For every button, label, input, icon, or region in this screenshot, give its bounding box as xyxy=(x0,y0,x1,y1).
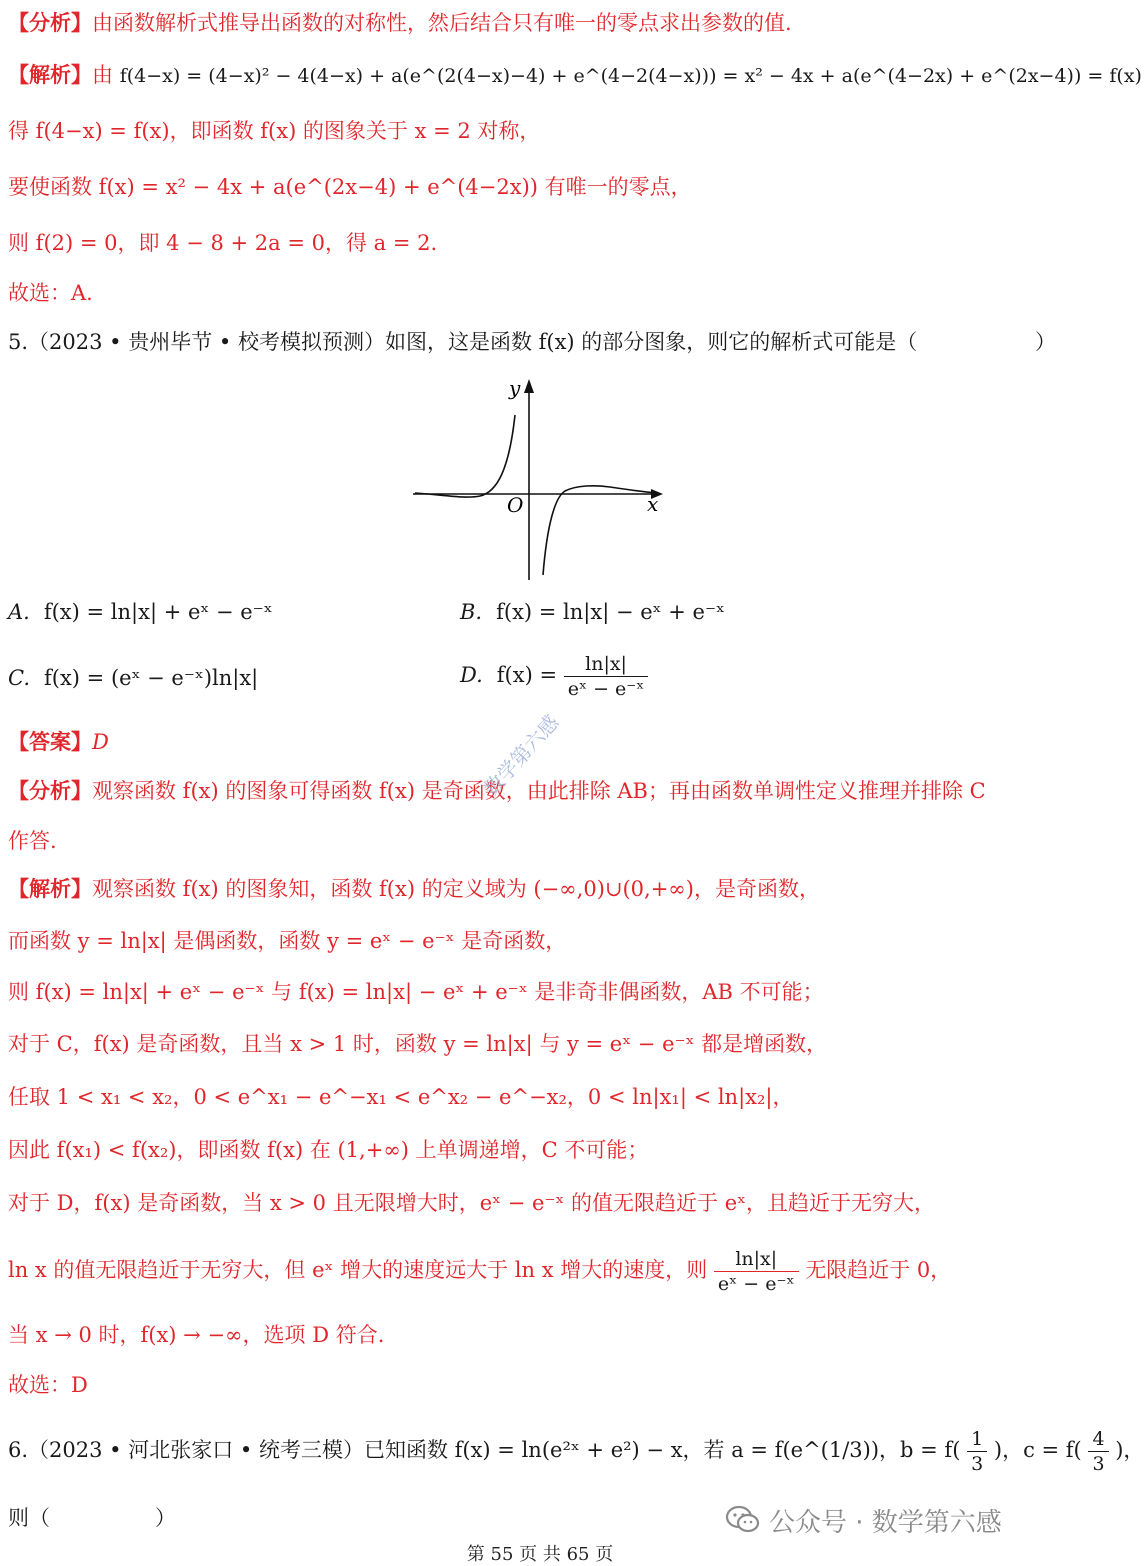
option-d-prefix: f(x) = xyxy=(496,663,558,687)
analysis-tag: 【分析】 xyxy=(8,10,92,35)
q6-stem xyxy=(8,1420,1144,1480)
curve-left-branch xyxy=(415,415,515,497)
q5-solution-s1: 观察函数 f(x) 的图象知，函数 f(x) 的定义域为 (−∞,0)∪(0,+∞)，是奇函数， xyxy=(92,877,820,901)
wechat-icon xyxy=(725,1505,761,1542)
option-d[interactable] xyxy=(460,652,648,701)
page-footer: 第 55 页 共 65 页 xyxy=(466,1544,614,1565)
option-c-formula: f(x) = (eˣ − e⁻ˣ)ln|x| xyxy=(44,666,259,690)
prev-analysis-line xyxy=(8,8,792,38)
q6-c-denominator: 3 xyxy=(1092,1453,1105,1475)
q5-solution-s9: 当 x → 0 时，f(x) → −∞，选项 D 符合. xyxy=(8,1323,385,1347)
prev-line-choice: 故选：A. xyxy=(8,281,93,305)
q5-solution-s4: 对于 C，f(x) 是奇函数，且当 x > 1 时，函数 y = ln|x| 与 y = eˣ − e⁻ˣ 都是增函数， xyxy=(8,1032,828,1056)
q6-stem-suffix: )， xyxy=(1115,1438,1144,1462)
q5-solution-s8 xyxy=(8,1240,951,1300)
y-label: y xyxy=(509,376,521,400)
q5-close-paren: ） xyxy=(1035,330,1056,354)
q5-solution-s2: 而函数 y = ln|x| 是偶函数，函数 y = eˣ − e⁻ˣ 是奇函数， xyxy=(8,929,567,953)
q5-s8-prefix: ln x 的值无限趋近于无穷大，但 eˣ 增大的速度远大于 ln x 增大的速度，则 xyxy=(8,1258,708,1282)
answer-value: D xyxy=(92,730,109,754)
solution-formula: f(4−x) = (4−x)² − 4(4−x) + a(e^(2(4−x)−4) + e^(4−2(4−x))) = x² − 4x + a(e^(4−2x) + e^(2x−4)) = f(x) xyxy=(119,65,1142,87)
origin-label: O xyxy=(507,493,524,517)
function-graph xyxy=(405,375,675,585)
prev-line-symmetry: 得 f(4−x) = f(x)，即函数 f(x) 的图象关于 x = 2 对称， xyxy=(8,119,541,143)
q5-solution-s7: 对于 D，f(x) 是奇函数，当 x > 0 且无限增大时，eˣ − e⁻ˣ 的值无限趋近于 eˣ，且趋近于无穷大， xyxy=(8,1191,936,1215)
solution-prefix: 由 xyxy=(92,63,113,87)
prev-line-f2: 则 f(2) = 0，即 4 − 8 + 2a = 0，得 a = 2. xyxy=(8,231,438,255)
q5-analysis-line2: 作答. xyxy=(8,829,57,853)
q5-analysis-tag: 【分析】 xyxy=(8,778,92,803)
q5-solution-tag: 【解析】 xyxy=(8,876,92,901)
option-b[interactable] xyxy=(460,600,725,624)
analysis-text: 由函数解析式推导出函数的对称性，然后结合只有唯一的零点求出参数的值. xyxy=(92,11,792,35)
q5-solution-s3: 则 f(x) = ln|x| + eˣ − e⁻ˣ 与 f(x) = ln|x| − eˣ + e⁻ˣ 是非奇非偶函数，AB 不可能； xyxy=(8,980,824,1004)
q5-solution-s10: 故选：D xyxy=(8,1373,88,1397)
option-c[interactable] xyxy=(8,666,258,690)
brand-text: 公众号 · 数学第六感 xyxy=(769,1508,1002,1538)
option-d-label: D. xyxy=(460,663,483,687)
option-a-label: A. xyxy=(8,600,30,624)
prev-line-unique-zero: 要使函数 f(x) = x² − 4x + a(e^(2x−4) + e^(4−2x)) 有唯一的零点， xyxy=(8,175,692,199)
answer-tag: 【答案】 xyxy=(8,729,92,754)
q5-stem xyxy=(8,327,1068,357)
x-label: x xyxy=(647,492,659,516)
prev-solution-line xyxy=(8,60,1142,91)
q6-b-denominator: 3 xyxy=(971,1453,984,1475)
q6-c-fraction xyxy=(1088,1427,1108,1476)
q6-b-fraction xyxy=(967,1427,987,1476)
q5-s8-suffix: 无限趋近于 0， xyxy=(805,1258,952,1282)
q6-b-numerator: 1 xyxy=(967,1427,987,1452)
option-d-denominator: eˣ − e⁻ˣ xyxy=(567,678,645,700)
option-a[interactable] xyxy=(8,600,273,624)
option-c-label: C. xyxy=(8,666,30,690)
q5-stem-text: 5.（2023 • 贵州毕节 • 校考模拟预测）如图，这是函数 f(x) 的部分图象，则它的解析式可能是（ xyxy=(8,330,918,354)
q5-s8-numerator: ln|x| xyxy=(714,1247,799,1272)
option-d-fraction xyxy=(564,652,649,701)
wechat-brand-watermark xyxy=(725,1502,1002,1542)
diagonal-watermark: 数学第六感 xyxy=(478,710,564,801)
q6-c-numerator: 4 xyxy=(1088,1427,1108,1452)
q6-stem-prefix: 6.（2023 • 河北张家口 • 统考三模）已知函数 f(x) = ln(e²ˣ + e²) − x，若 a = f(e^(1/3))，b = f( xyxy=(8,1438,961,1462)
solution-tag: 【解析】 xyxy=(8,62,92,87)
q5-solution-s6: 因此 f(x₁) < f(x₂)，即函数 f(x) 在 (1,+∞) 上单调递增，C 不可能； xyxy=(8,1138,649,1162)
q5-solution-line1 xyxy=(8,874,820,904)
q5-answer-line xyxy=(8,727,109,757)
curve-right-branch xyxy=(543,486,657,575)
option-a-formula: f(x) = ln|x| + eˣ − e⁻ˣ xyxy=(43,600,273,624)
q5-s8-denominator: eˣ − e⁻ˣ xyxy=(717,1273,795,1295)
q5-analysis-text: 观察函数 f(x) 的图象可得函数 f(x) 是奇函数，由此排除 AB；再由函数单调性定义推理并排除 C xyxy=(92,779,986,803)
option-b-label: B. xyxy=(460,600,483,624)
y-axis-arrow xyxy=(524,379,534,393)
option-b-formula: f(x) = ln|x| − eˣ + e⁻ˣ xyxy=(496,600,725,624)
q5-s8-fraction xyxy=(714,1247,799,1296)
q6-stem-mid: )，c = f( xyxy=(993,1438,1082,1462)
q5-solution-s5: 任取 1 < x₁ < x₂，0 < e^x₁ − e^−x₁ < e^x₂ − e^−x₂，0 < ln|x₁| < ln|x₂|， xyxy=(8,1085,794,1109)
option-d-numerator: ln|x| xyxy=(564,652,649,677)
q6-line2: 则（ ） xyxy=(8,1506,176,1530)
